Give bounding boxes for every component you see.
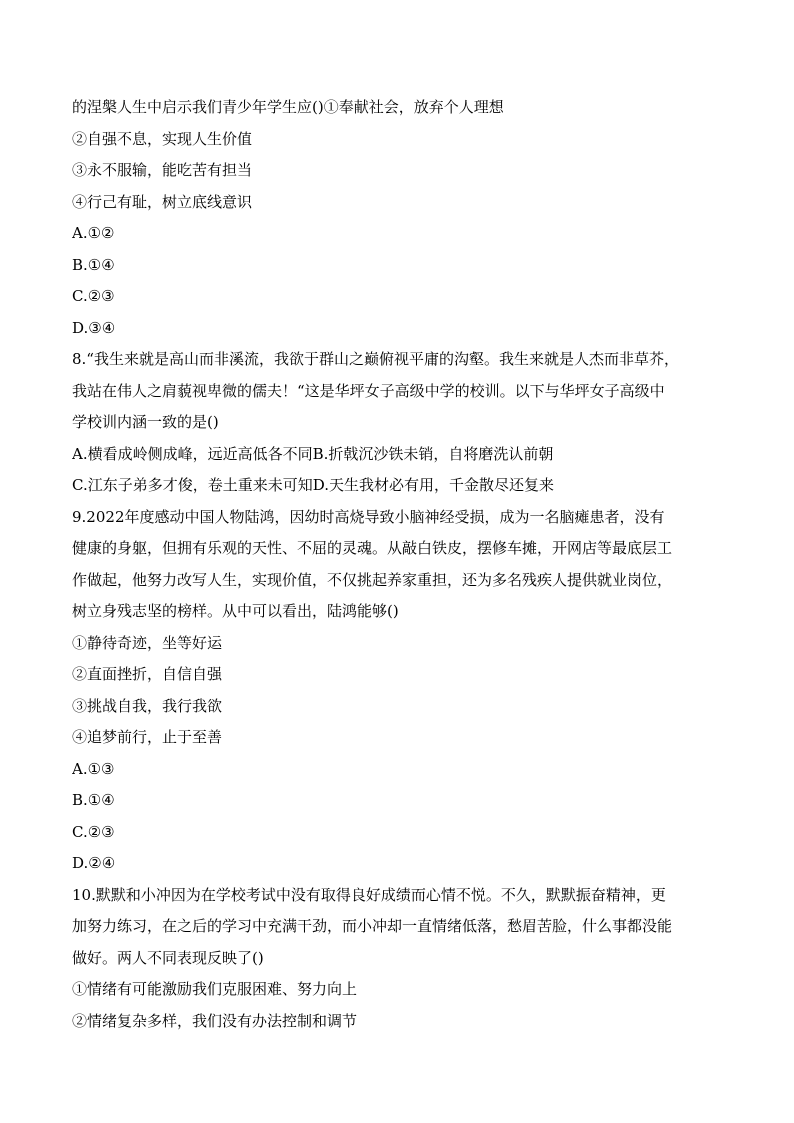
text-line: 做好。两人不同表现反映了() [72, 948, 264, 967]
text-line: 的涅槃人生中启示我们青少年学生应()①奉献社会，放弃个人理想 [72, 98, 504, 116]
text-line: A.横看成岭侧成峰，远近高低各不同B.折戟沉沙铁未销，自将磨洗认前朝 [72, 444, 554, 463]
text-line: C.②③ [72, 822, 115, 841]
text-line: A.①② [72, 224, 115, 242]
text-line: 健康的身躯，但拥有乐观的天性、不屈的灵魂。从敲白铁皮，摆修车摊，开网店等最底层工 [72, 539, 673, 557]
text-line: 加努力练习，在之后的学习中充满干劲，而小冲却一直情绪低落，愁眉苦脸，什么事都没能 [72, 917, 673, 935]
document-page [72, 92, 752, 1037]
text-line: 8.“我生来就是高山而非溪流，我欲于群山之巅俯视平庸的沟壑。我生来就是人杰而非草芥， [72, 350, 679, 368]
text-line: A.①③ [72, 759, 115, 778]
text-line: ②自强不息，实现人生价值 [72, 129, 253, 148]
text-line: 树立身残志坚的榜样。从中可以看出，陆鸿能够() [72, 602, 399, 620]
text-line: ③挑战自我，我行我欲 [72, 696, 223, 715]
text-line: ②直面挫折，自信自强 [72, 665, 223, 683]
text-line: ①静待奇迹，坐等好运 [72, 633, 223, 652]
text-line: D.③④ [72, 318, 116, 337]
text-line: C.江东子弟多才俊，卷土重来未可知D.天生我材必有用，千金散尽还复来 [72, 476, 554, 494]
text-line: ③永不服输，能吃苦有担当 [72, 161, 253, 179]
text-line: 我站在伟人之肩藐视卑微的儒夫！“这是华坪女子高级中学的校训。以下与华坪女子高级中 [72, 381, 665, 400]
text-line: 9.2022年度感动中国人物陆鸿，因幼时高烧导致小脑神经受损，成为一名脑瘫患者，没有 [72, 507, 665, 526]
text-line: B.①④ [72, 255, 115, 274]
text-line: 学校训内涵一致的是() [72, 413, 219, 431]
text-line: ④追梦前行，止于至善 [72, 728, 223, 746]
text-line: ①情绪有可能激励我们克服困难、努力向上 [72, 980, 358, 998]
text-line: 作做起，他努力改写人生，实现价值，不仅挑起养家重担，还为多名残疾人提供就业岗位， [72, 570, 673, 589]
text-line: ②情绪复杂多样，我们没有办法控制和调节 [72, 1011, 358, 1030]
text-line: ④行己有耻，树立底线意识 [72, 192, 253, 211]
text-line: D.②④ [72, 854, 116, 872]
text-line: C.②③ [72, 287, 115, 305]
text-line: 10.默默和小冲因为在学校考试中没有取得良好成绩而心情不悦。不久，默默振奋精神，更 [72, 885, 666, 904]
text-line: B.①④ [72, 791, 115, 809]
